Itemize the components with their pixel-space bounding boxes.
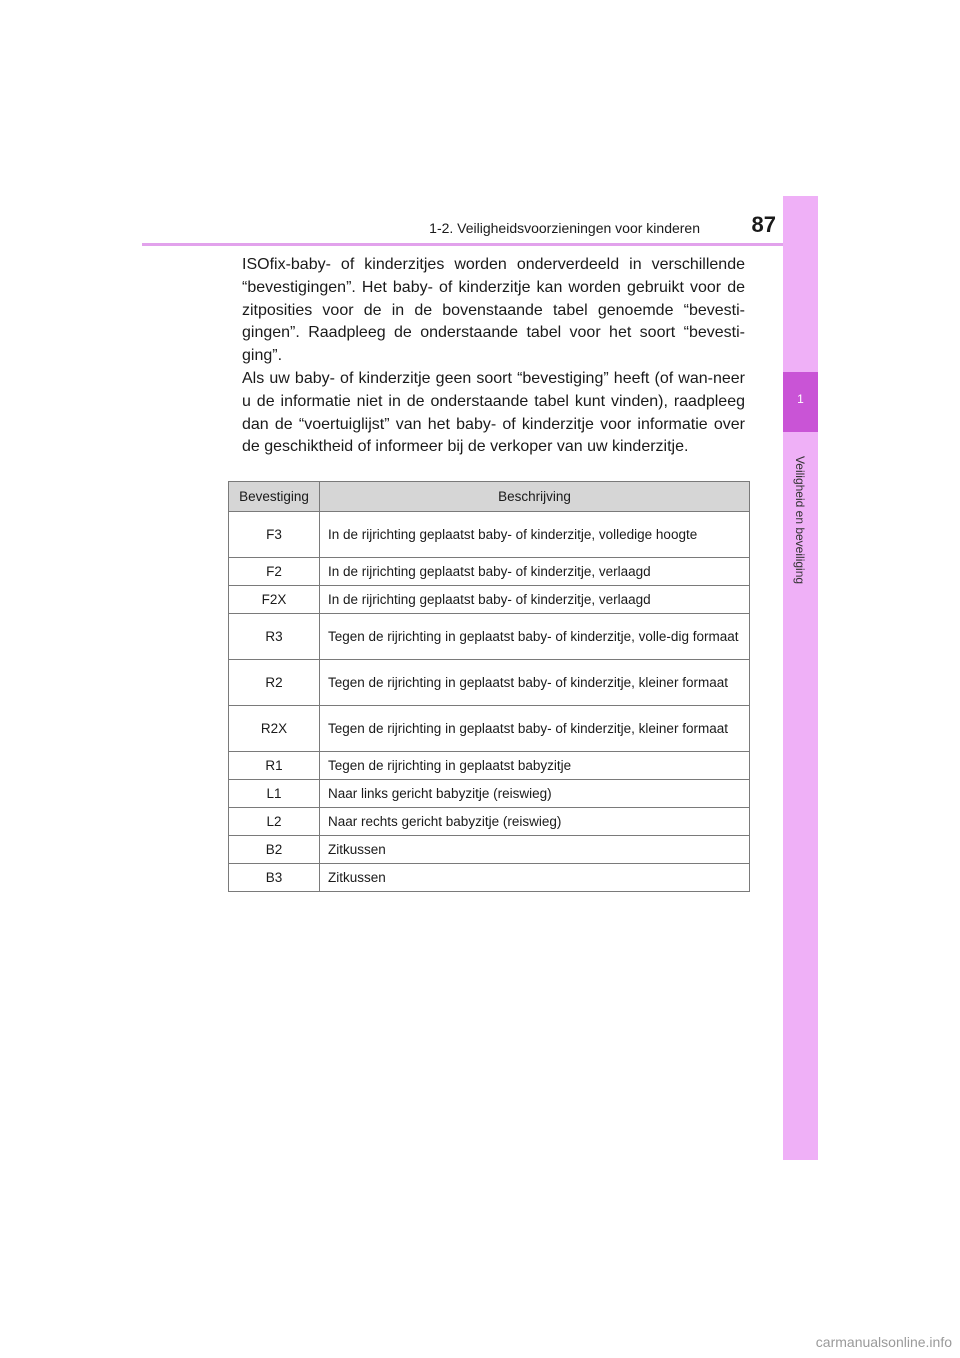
table-header-row bbox=[229, 482, 750, 512]
header-description: Beschrijving bbox=[320, 482, 750, 512]
table-row bbox=[229, 614, 750, 660]
attachment-description: Tegen de rijrichting in geplaatst baby- of kinderzitje, volle-dig formaat bbox=[320, 614, 750, 660]
attachment-code: B2 bbox=[229, 836, 320, 864]
intro-paragraph: Als uw baby- of kinderzitje geen soort “bevestiging” heeft (of wan-neer u de informatie niet in de onderstaande tabel kunt vinden), raadpleeg dan de “voertuiglijst” van het baby- of kinderzitje voor informatie over de geschiktheid of informeer bij de verkoper van uw kinderzitje. bbox=[242, 369, 745, 456]
side-tab-number: 1 bbox=[797, 392, 804, 406]
attachment-description: Zitkussen bbox=[320, 836, 750, 864]
attachment-table bbox=[228, 481, 750, 892]
attachment-code: R3 bbox=[229, 614, 320, 660]
table-row bbox=[229, 780, 750, 808]
table-row bbox=[229, 706, 750, 752]
page-number: 87 bbox=[751, 212, 776, 237]
attachment-description: In de rijrichting geplaatst baby- of kinderzitje, verlaagd bbox=[320, 558, 750, 586]
attachment-code: L2 bbox=[229, 808, 320, 836]
attachment-description: In de rijrichting geplaatst baby- of kinderzitje, verlaagd bbox=[320, 586, 750, 614]
attachment-description: Zitkussen bbox=[320, 864, 750, 892]
table-row bbox=[229, 558, 750, 586]
table-row bbox=[229, 660, 750, 706]
attachment-description: Tegen de rijrichting in geplaatst baby- of kinderzitje, kleiner formaat bbox=[320, 660, 750, 706]
attachment-code: R1 bbox=[229, 752, 320, 780]
attachment-description: Tegen de rijrichting in geplaatst babyzitje bbox=[320, 752, 750, 780]
table-row bbox=[229, 752, 750, 780]
attachment-description: Tegen de rijrichting in geplaatst baby- of kinderzitje, kleiner formaat bbox=[320, 706, 750, 752]
watermark: carmanualsonline.info bbox=[815, 1334, 952, 1350]
attachment-code: R2 bbox=[229, 660, 320, 706]
header-attachment: Bevestiging bbox=[229, 482, 320, 512]
attachment-code: R2X bbox=[229, 706, 320, 752]
side-tab-label: Veiligheid en beveiliging bbox=[793, 455, 807, 585]
attachment-description: Naar links gericht babyzitje (reiswieg) bbox=[320, 780, 750, 808]
side-tab-bar bbox=[783, 196, 818, 1160]
intro-text bbox=[242, 254, 745, 459]
attachment-code: L1 bbox=[229, 780, 320, 808]
attachment-code: F2X bbox=[229, 586, 320, 614]
attachment-code: F3 bbox=[229, 512, 320, 558]
intro-paragraph: ISOfix-baby- of kinderzitjes worden onderverdeeld in verschillende “bevestigingen”. Het baby- of kinderzitje kan worden gebruikt voor de zitposities voor de in de bovenstaande tabel genoemde “bevesti-gingen”. Raadpleeg de onderstaande tabel voor het soort “bevesti-ging”. bbox=[242, 256, 745, 365]
table-row bbox=[229, 864, 750, 892]
table-row bbox=[229, 512, 750, 558]
table-row bbox=[229, 808, 750, 836]
attachment-description: In de rijrichting geplaatst baby- of kinderzitje, volledige hoogte bbox=[320, 512, 750, 558]
table-row bbox=[229, 836, 750, 864]
attachment-description: Naar rechts gericht babyzitje (reiswieg) bbox=[320, 808, 750, 836]
section-title: 1-2. Veiligheidsvoorzieningen voor kinderen bbox=[429, 220, 700, 236]
table-row bbox=[229, 586, 750, 614]
attachment-code: F2 bbox=[229, 558, 320, 586]
header-divider bbox=[142, 243, 818, 246]
attachment-code: B3 bbox=[229, 864, 320, 892]
